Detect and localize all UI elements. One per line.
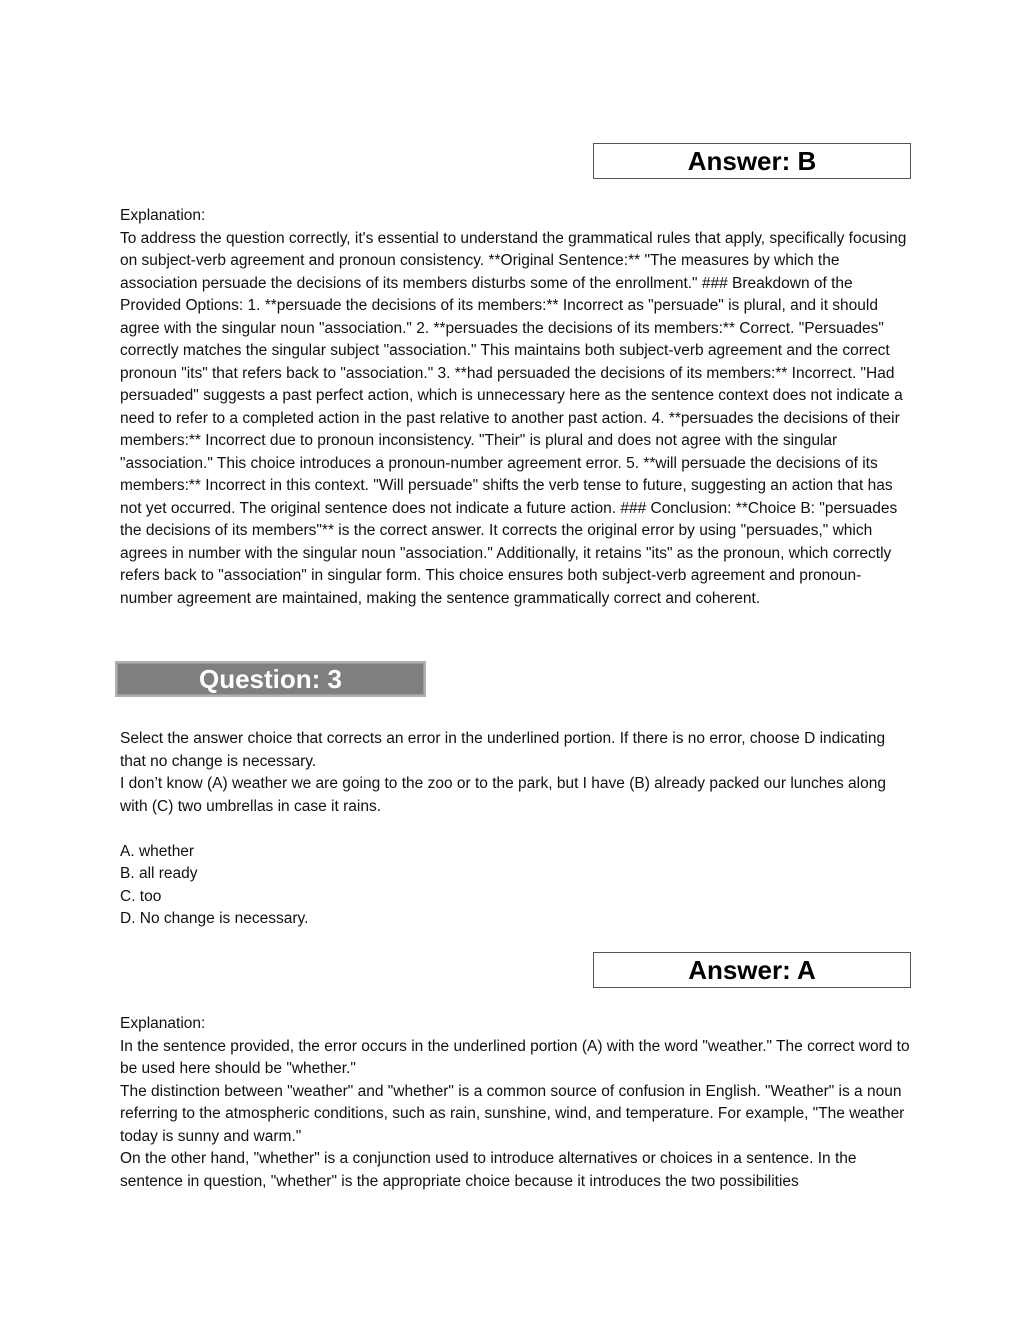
explanation-2-line-3: On the other hand, "whether" is a conjunction used to introduce alternatives or choices in a sentence. In the sentence in question, "whether" is the appropriate choice because it introduces the two possibilities (120, 1150, 857, 1190)
question-3-instruction: Select the answer choice that corrects an error in the underlined portion. If there is no error, choose D indicating that no change is necessary. (120, 730, 886, 770)
explanation-1-label: Explanation: (120, 207, 206, 224)
answer-a-box (593, 952, 911, 988)
explanation-1-body: To address the question correctly, it's essential to understand the grammatical rules that apply, specifically focusing on subject-verb agreement and pronoun consistency. **Original Sentence:** "The measures by which the association persuade the decisions of its members disturbs some of the enrollment." ### Breakdown of the Provided Options: 1. **persuade the decisions of its members:** Incorrect as "persuade" is plural, and it should agree with the singular noun "association." 2. **persuades the decisions of its members:** Correct. "Persuades" correctly matches the singular subject "association." This maintains both subject-verb agreement and the correct pronoun "its" that refers back to "association." 3. **had persuaded the decisions of its members:** Incorrect. "Had persuaded" suggests a past perfect action, which is unnecessary here as the sentence context does not indicate a need to refer to a completed action in the past relative to another past action. 4. **persuades the decisions of their members:** Incorrect due to pronoun inconsistency. "Their" is plural and does not agree with the singular "association." This choice introduces a pronoun-number agreement error. 5. **will persuade the decisions of its members:** Incorrect in this context. "Will persuade" shifts the verb tense to future, suggesting an action that has not yet occurred. The original sentence does not indicate a future action. ### Conclusion: **Choice B: "persuades the decisions of its members"** is the correct answer. It corrects the original error by using "persuades," which agrees in number with the singular noun "association." Additionally, it retains "its" as the pronoun, which correctly refers back to "association" in singular form. This choice ensures both subject-verb agreement and pronoun-number agreement are maintained, making the sentence grammatically correct and coherent. (120, 229, 907, 607)
answer-b-box (593, 143, 911, 179)
option-b: B. all ready (120, 865, 198, 882)
explanation-2 (120, 1013, 910, 1193)
question-3-sentence: I don’t know (A) weather we are going to the zoo or to the park, but I have (B) already packed our lunches along with (C) two umbrellas in case it rains. (120, 775, 886, 815)
option-d: D. No change is necessary. (120, 910, 309, 927)
option-a: A. whether (120, 842, 195, 860)
question-3-header (115, 661, 426, 697)
answer-a-label: Answer: A (688, 954, 816, 985)
explanation-1 (120, 205, 910, 610)
question-3-label: Question: 3 (198, 663, 342, 694)
explanation-2-label: Explanation: (120, 1015, 206, 1032)
option-c: C. too (120, 887, 162, 905)
explanation-2-line-2: The distinction between "weather" and "whether" is a common source of confusion in English. "Weather" is a noun referring to the atmospheric conditions, such as rain, sunshine, wind, and temperature. For example, "The weather today is sunny and warm." (120, 1082, 905, 1145)
answer-b-label: Answer: B (687, 145, 817, 176)
question-3-body (120, 728, 910, 931)
explanation-2-line-1: In the sentence provided, the error occurs in the underlined portion (A) with the word "weather." The correct word to be used here should be "whether." (120, 1037, 910, 1077)
